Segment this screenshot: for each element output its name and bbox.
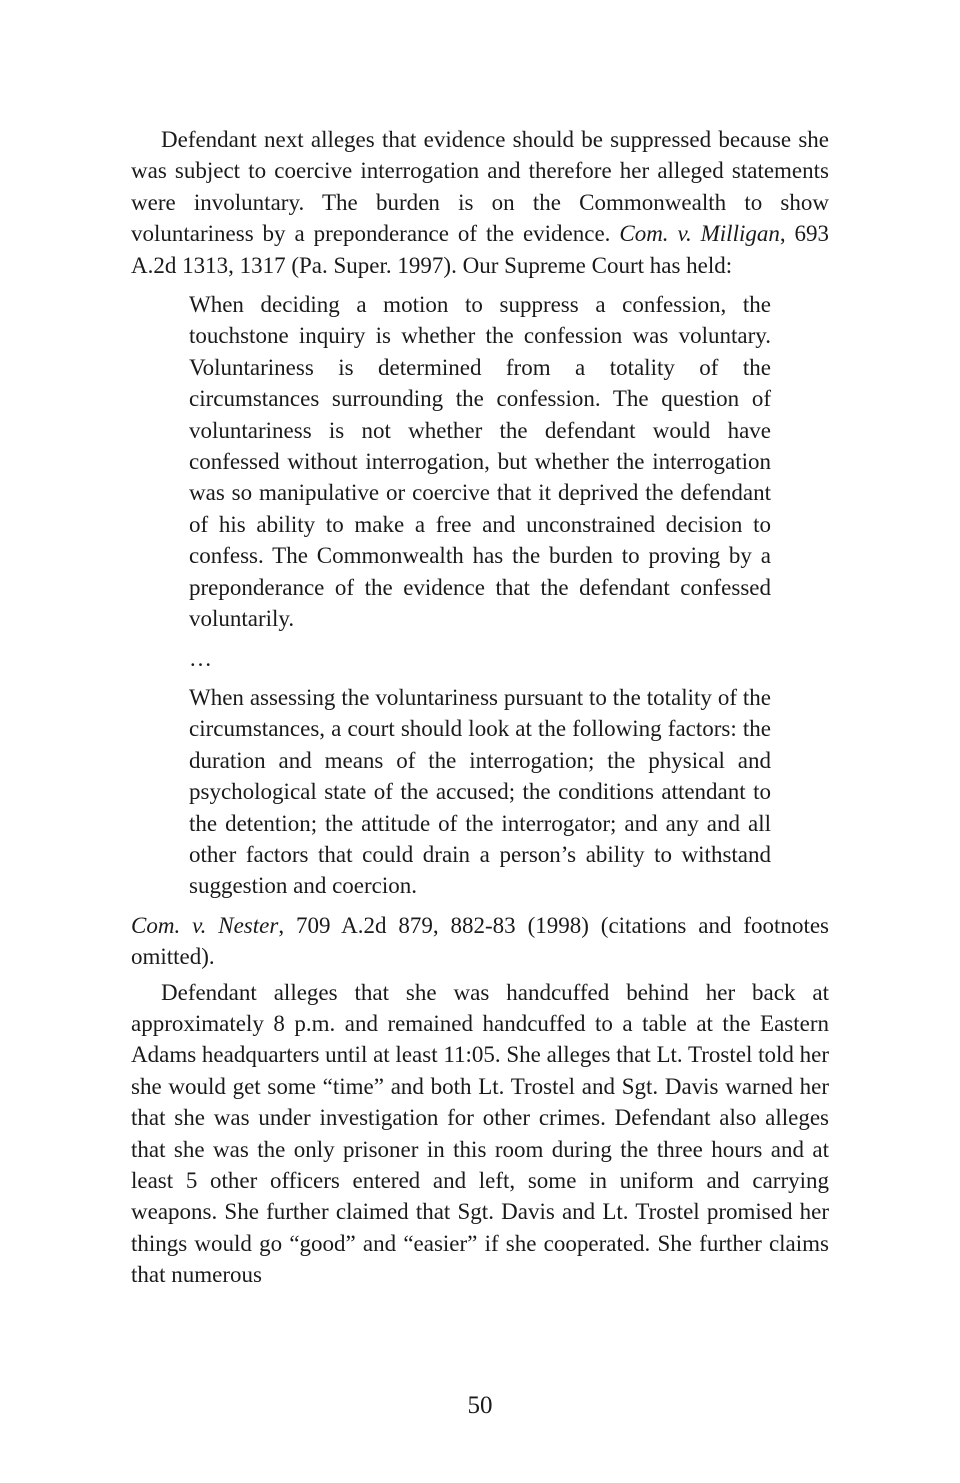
quote-part-2: When assessing the voluntariness pursuant to the totality of the circumstances, a court should look at the following factors: the duration and means of the interrogation; the physical and psychological state of the accused; the conditions attendant to the detention; the attitude of the interrogator; and any and all other factors that could drain a person’s ability to withstand suggestion and coercion.: [189, 684, 771, 899]
citation-milligan-reference: , 693 A.2d 1313, 1317 (Pa. Super. 1997).: [131, 221, 830, 278]
paragraph-1-tail: Our Supreme Court has held:: [462, 252, 733, 278]
block-quote: [189, 289, 771, 902]
paragraph-suppression-claim: [131, 124, 829, 281]
citation-nester: [131, 910, 829, 973]
paragraph-1-text: Defendant next alleges that evidence should be suppressed because she was subject to coercive interrogation and therefore her alleged statements were involuntary. The burden is on the Commonwealth to show voluntariness by a preponderance of the evidence.: [131, 127, 829, 247]
page-number: 50: [467, 1392, 493, 1419]
citation-nester-case: Com. v. Nester: [131, 912, 279, 938]
quote-ellipsis: …: [189, 645, 212, 671]
quote-part-1: When deciding a motion to suppress a confession, the touchstone inquiry is whether the confession was voluntary. Voluntariness is determined from a totality of the circumstances surrounding the confession. The question of voluntariness is not whether the defendant would have confessed without interrogation, but whether the interrogation was so manipulative or coercive that it deprived the defendant of his ability to make a free and unconstrained decision to confess. The Commonwealth has the burden to proving by a preponderance of the evidence that the defendant confessed voluntarily.: [189, 292, 771, 632]
page-body: [131, 124, 829, 1291]
citation-nester-reference: , 709 A.2d 879, 882-83 (1998) (citations and footnotes omitted).: [131, 912, 829, 970]
paragraph-handcuff-allegations: Defendant alleges that she was handcuffed behind her back at approximately 8 p.m. and remained handcuffed to a table at the Eastern Adams headquarters until at least 11:05. She alleges that Lt. Trostel told her she would get some “time” and both Lt. Trostel and Sgt. Davis warned her that she was under investigation for other crimes. Defendant also alleges that she was the only prisoner in this room during the three hours and at least 5 other officers entered and left, some in uniform and carrying weapons. She further claimed that Sgt. Davis and Lt. Trostel promised her things would go “good” and “easier” if she cooperated. She further claims that numerous: [131, 979, 829, 1288]
citation-milligan-case: Com. v. Milligan: [619, 221, 780, 247]
